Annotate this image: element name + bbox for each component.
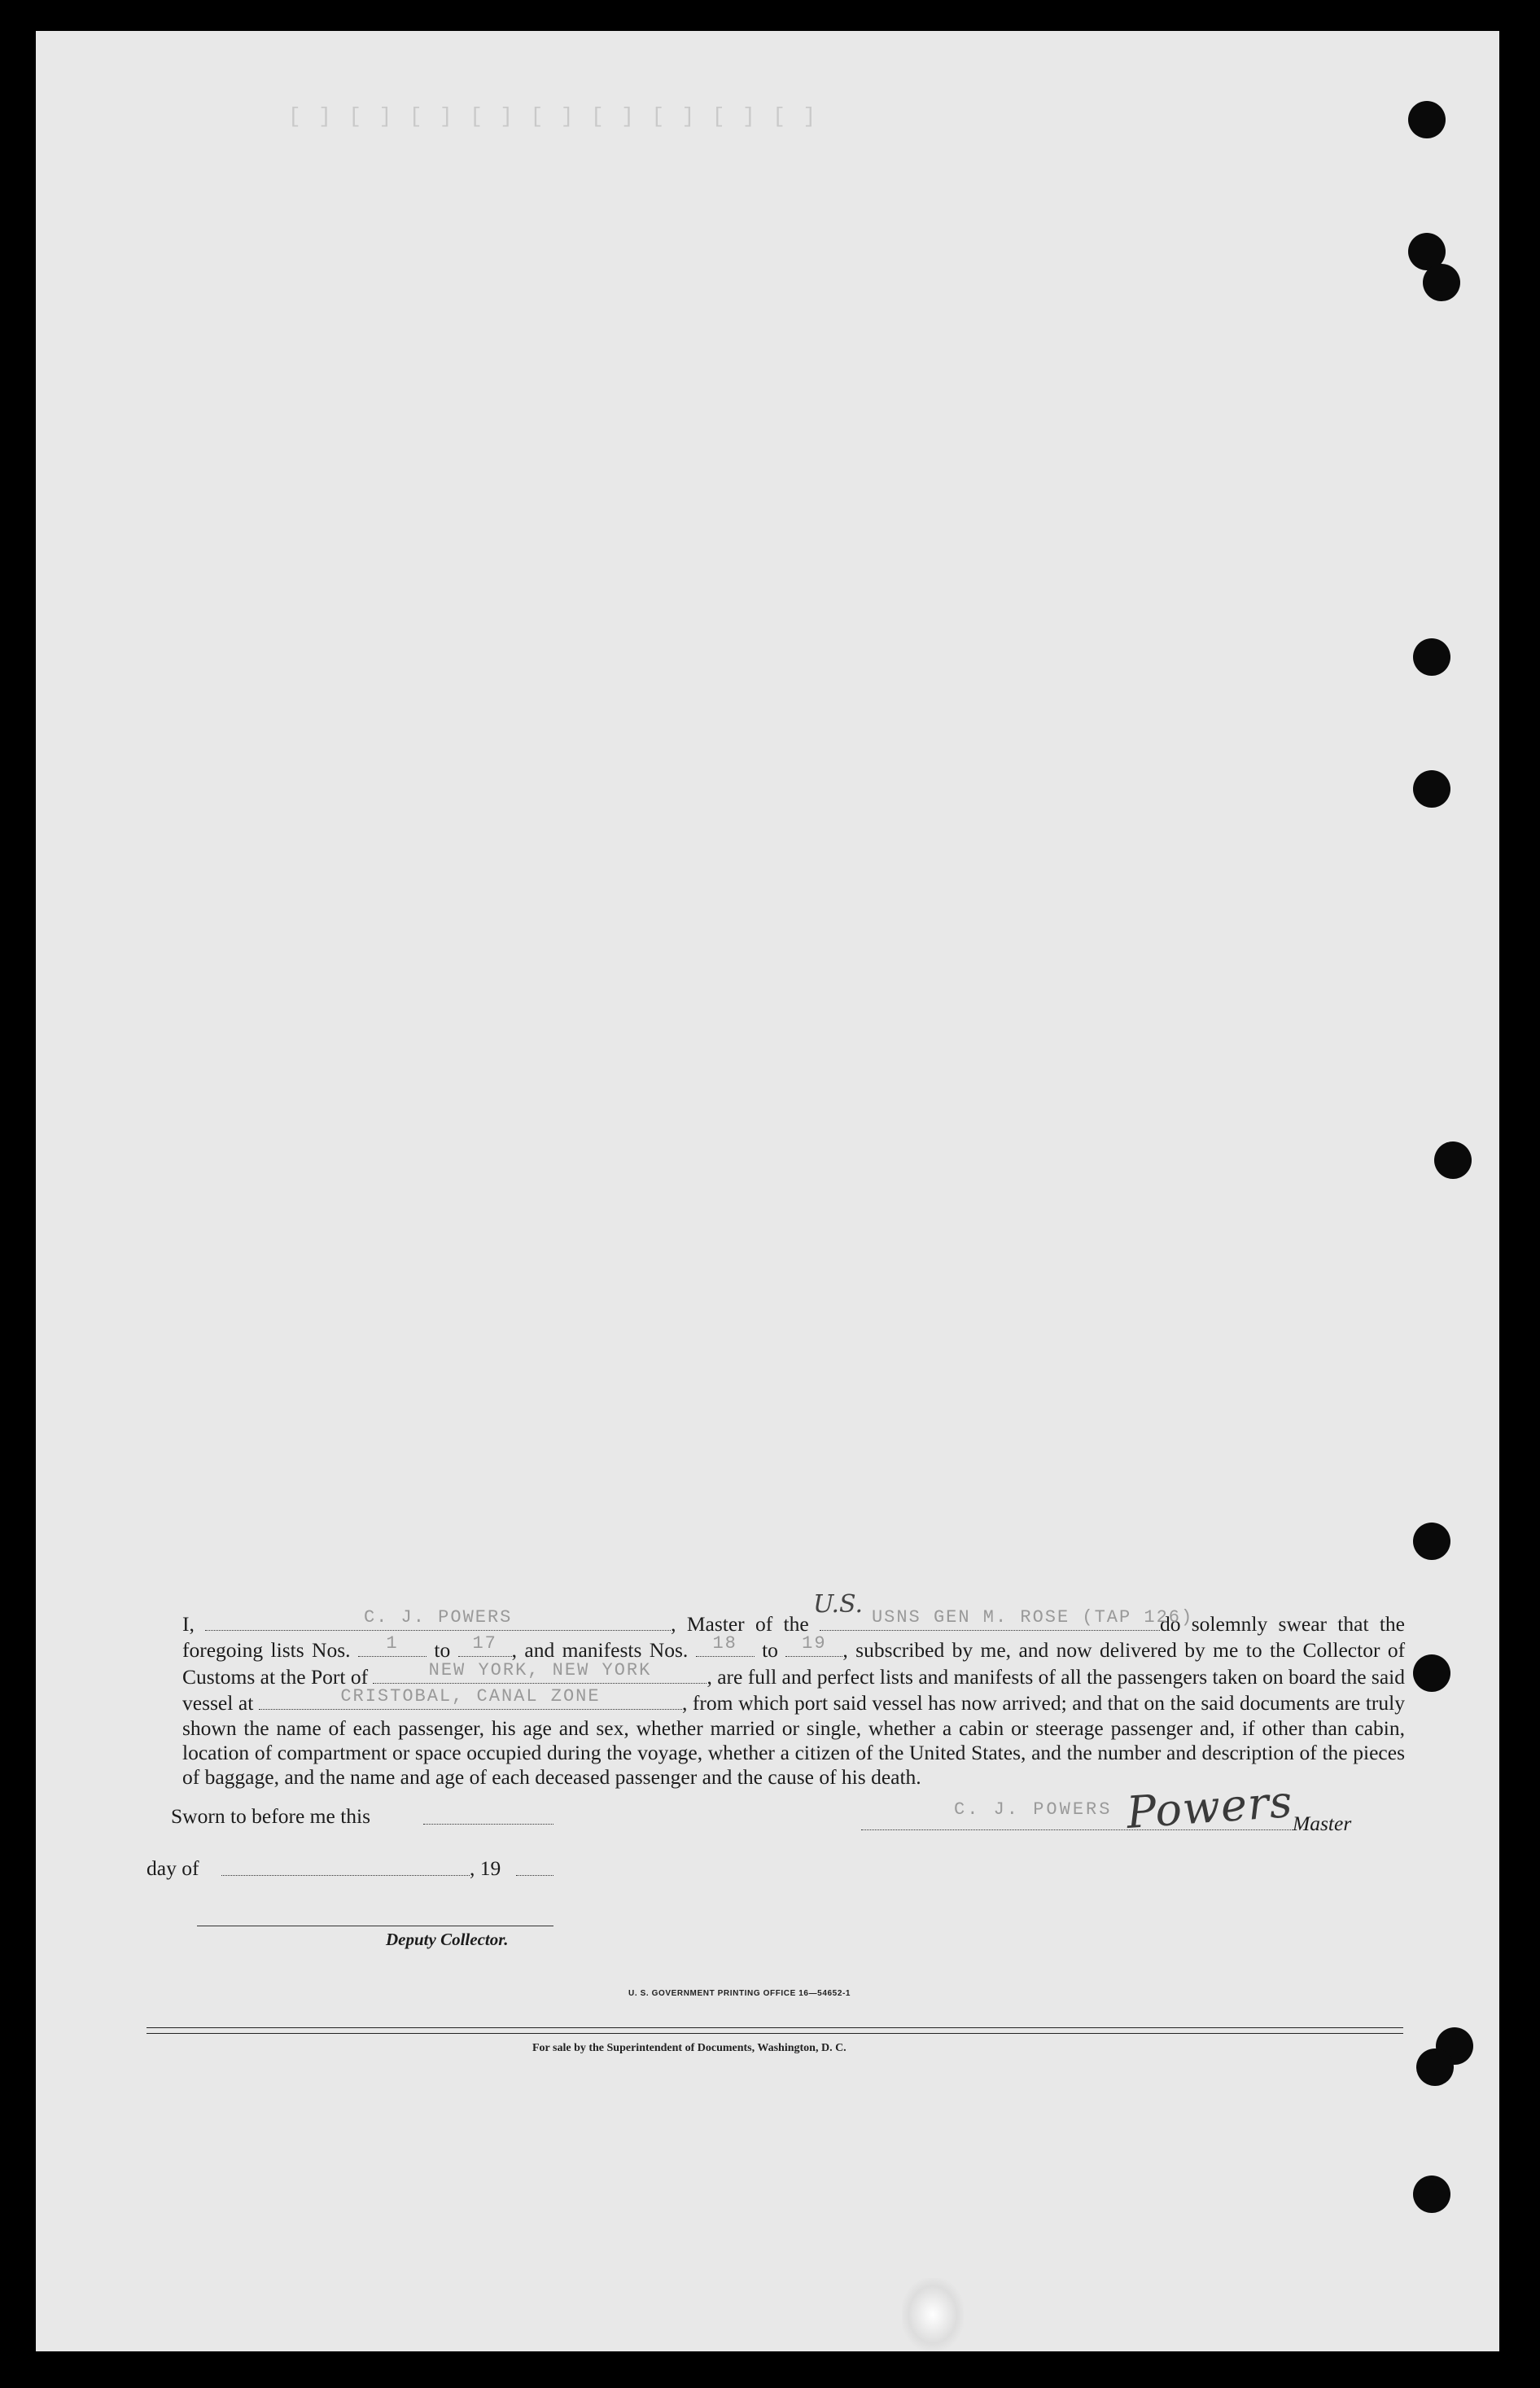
oath-text-are-full: , are full and perfect lists and manifests of all the passengers taken on board the said vessel at	[182, 1664, 1406, 1715]
vessel-field	[812, 1590, 1194, 1631]
lists-to-value: 17	[472, 1633, 497, 1654]
port-of-departure-field	[259, 1686, 682, 1710]
footer-rule-top	[147, 2027, 1403, 2028]
footer-rule-bottom	[147, 2033, 1403, 2034]
year-line	[516, 1875, 553, 1876]
punch-hole	[1413, 770, 1450, 808]
punch-hole	[1413, 638, 1450, 676]
oath-text-to1: to	[434, 1638, 451, 1663]
oath-text-do-solemnly: do solemnly swear that the foregoing lists Nos.	[182, 1612, 1405, 1663]
punch-hole	[1416, 2048, 1454, 2086]
master-signature: Powers	[1125, 1775, 1295, 1839]
manifests-to-field	[785, 1633, 842, 1657]
printing-office-note: U. S. GOVERNMENT PRINTING OFFICE 16—54652-1	[628, 1989, 851, 1998]
lists-from-value: 1	[386, 1633, 399, 1654]
for-sale-note: For sale by the Superintendent of Documents, Washington, D. C.	[532, 2042, 847, 2054]
manifests-from-field	[696, 1633, 755, 1657]
port-of-arrival-field	[373, 1659, 707, 1684]
master-name-value: C. J. POWERS	[363, 1607, 513, 1628]
year-label: , 19	[470, 1856, 501, 1880]
manifests-from-value: 18	[712, 1633, 737, 1654]
punch-hole	[1408, 101, 1446, 138]
port-of-arrival-value: NEW YORK, NEW YORK	[428, 1659, 652, 1680]
oath-text-to2: to	[762, 1638, 778, 1663]
day-of-line	[221, 1875, 470, 1876]
faint-header-bleedthrough: [ ] [ ] [ ] [ ] [ ] [ ] [ ] [ ] [ ]	[288, 104, 819, 129]
ss-handwritten: U.S.	[812, 1590, 864, 1619]
master-label: Master	[1293, 1812, 1352, 1835]
oath-prefix: I,	[182, 1612, 195, 1636]
oath-text-master-of: , Master of the	[671, 1612, 809, 1636]
scan-artifact-smudge	[902, 2278, 964, 2351]
punch-hole	[1423, 264, 1460, 301]
port-of-departure-value: CRISTOBAL, CANAL ZONE	[340, 1686, 601, 1707]
punch-hole	[1413, 1523, 1450, 1560]
punch-hole	[1413, 2175, 1450, 2213]
lists-from-field	[358, 1633, 427, 1657]
oath-paragraph	[182, 1590, 1406, 1790]
oath-text-rest: , from which port said vessel has now arrived; and that on the said documents are truly shown the name of each passenger, his age and sex, whether married or single, whether a cabin or steerage passenger and, if other than cabin, location of compartment or space occupied during the voyage, whether a citizen of the United States, and the number and description of the pieces of baggage, and the name and age of each deceased passenger and the cause of his death.	[182, 1691, 1406, 1790]
master-typed-name: C. J. POWERS	[954, 1799, 1113, 1820]
vessel-name-value: USNS GEN M. ROSE (TAP 126)	[871, 1607, 1194, 1628]
sworn-date-line	[423, 1824, 553, 1825]
lists-to-field	[458, 1633, 512, 1657]
sworn-label: Sworn to before me this	[171, 1804, 371, 1828]
manifests-to-value: 19	[802, 1633, 827, 1654]
oath-text-manifests: , and manifests Nos.	[511, 1638, 689, 1663]
oath-text-subscribed: , subscribed by me, and now delivered by me to the Collector of Customs at the Port of	[182, 1638, 1406, 1689]
deputy-collector-label: Deputy Collector.	[386, 1930, 509, 1949]
punch-hole	[1434, 1141, 1472, 1179]
punch-hole	[1413, 1654, 1450, 1692]
day-of-label: day of	[147, 1856, 199, 1880]
master-name-field	[205, 1607, 671, 1631]
document-page	[36, 31, 1499, 2351]
